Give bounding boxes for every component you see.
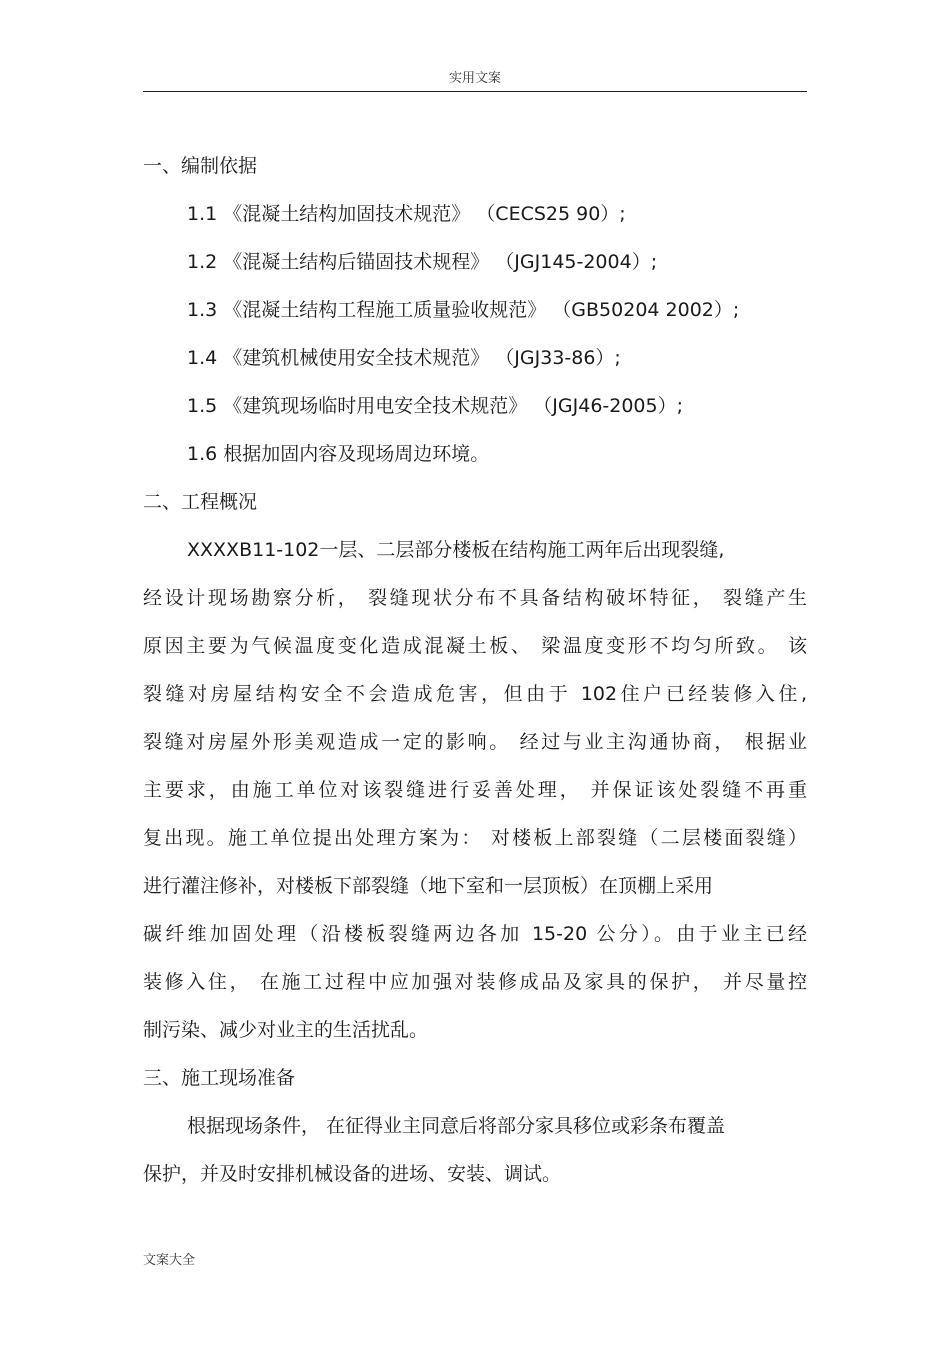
paragraph-line: 复出现。施工单位提出处理方案为： 对楼板上部裂缝（二层楼面裂缝） [143, 827, 807, 849]
reference-item: 1.2 《混凝土结构后锚固技术规程》 （JGJ145-2004）; [187, 251, 658, 273]
section-heading: 一、编制依据 [143, 155, 258, 177]
reference-item: 1.5 《建筑现场临时用电安全技术规范》 （JGJ46-2005）; [187, 395, 684, 417]
paragraph-line: 裂缝对房屋结构安全不会造成危害，但由于 102住户已经装修入住, [143, 683, 807, 705]
paragraph-line: XXXXB11-102一层、二层部分楼板在结构施工两年后出现裂缝, [187, 539, 725, 561]
reference-item: 1.4 《建筑机械使用安全技术规范》 （JGJ33-86）; [187, 347, 621, 369]
paragraph-line: 裂缝对房屋外形美观造成一定的影响。 经过与业主沟通协商， 根据业 [143, 731, 807, 753]
section-heading: 三、施工现场准备 [143, 1067, 296, 1089]
reference-item: 1.6 根据加固内容及现场周边环境。 [187, 443, 490, 465]
page-footer-text: 文案大全 [143, 1253, 196, 1268]
paragraph-line: 原因主要为气候温度变化造成混凝土板、 梁温度变形不均匀所致。 该 [143, 635, 807, 657]
paragraph-line: 根据现场条件， 在征得业主同意后将部分家具移位或彩条布覆盖 [187, 1115, 726, 1137]
header-divider [143, 91, 807, 92]
reference-item: 1.1 《混凝土结构加固技术规范》 （CECS25 90）; [187, 203, 626, 225]
paragraph-line: 主要求，由施工单位对该裂缝进行妥善处理， 并保证该处裂缝不再重 [143, 779, 807, 801]
paragraph-line: 保护，并及时安排机械设备的进场、安装、调试。 [143, 1163, 562, 1185]
paragraph-line: 碳纤维加固处理（沿楼板裂缝两边各加 15-20 公分）。由于业主已经 [143, 923, 807, 945]
page-header-title: 实用文案 [448, 71, 501, 86]
paragraph-line: 经设计现场勘察分析， 裂缝现状分布不具备结构破坏特征， 裂缝产生 [143, 587, 807, 609]
section-heading: 二、工程概况 [143, 491, 258, 513]
paragraph-line: 进行灌注修补，对楼板下部裂缝（地下室和一层顶板）在顶棚上采用 [143, 875, 714, 897]
reference-item: 1.3 《混凝土结构工程施工质量验收规范》 （GB50204 2002）; [187, 299, 740, 321]
paragraph-line: 制污染、减少对业主的生活扰乱。 [143, 1019, 429, 1041]
paragraph-line: 装修入住， 在施工过程中应加强对装修成品及家具的保护， 并尽量控 [143, 971, 807, 993]
document-body [143, 142, 807, 1198]
